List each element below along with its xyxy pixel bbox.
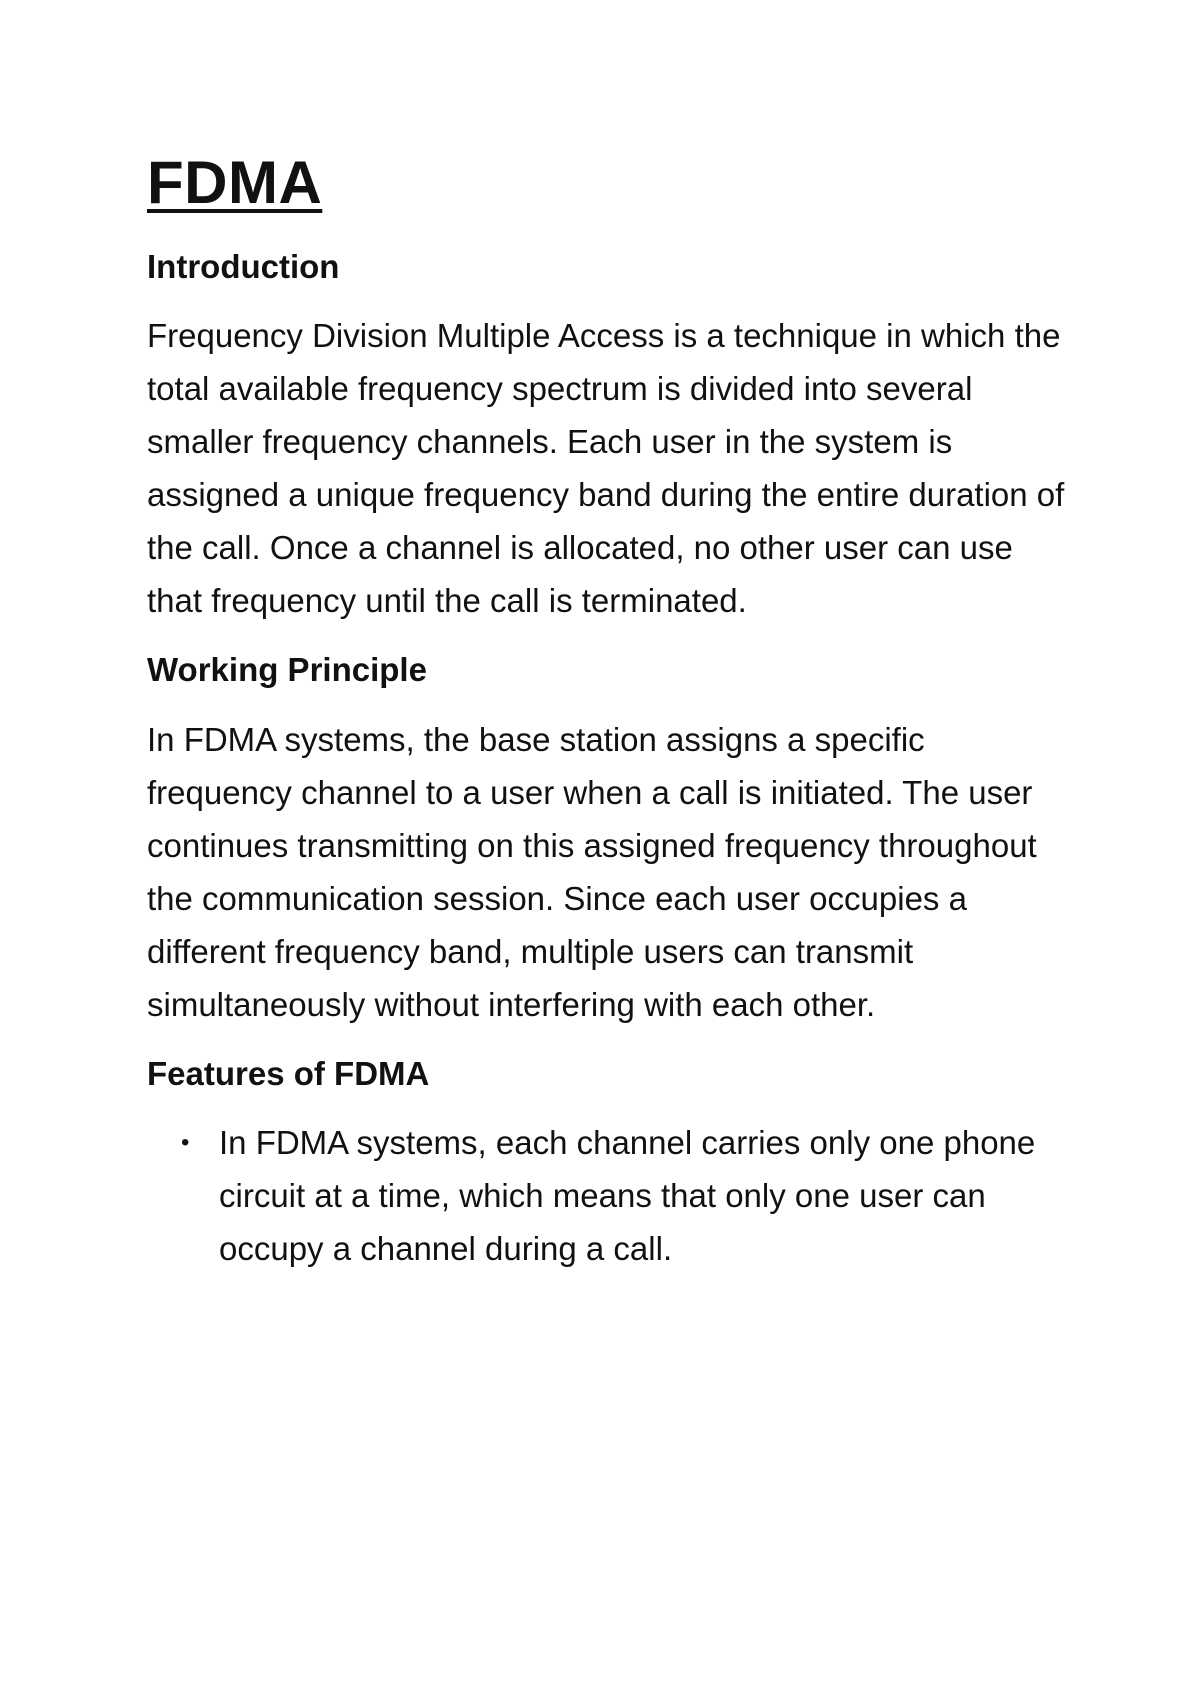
section-body-introduction: Frequency Division Multiple Access is a technique in which the total available frequency spectrum is divided into several smaller frequency channels. Each user in the system is assigned a unique frequency band during the entire duration of the call. Once a channel is allocated, no other user can use that frequency until the call is terminated. bbox=[147, 317, 1065, 620]
list-item-text: In FDMA systems, each channel carries only one phone circuit at a time, which means that only one user can occupy a channel during a call. bbox=[219, 1123, 1036, 1267]
list-item bbox=[181, 1116, 1067, 1275]
section-body-working-principle: In FDMA systems, the base station assigns a specific frequency channel to a user when a call is initiated. The user continues transmitting on this assigned frequency throughout the communication session. Since each user occupies a different frequency band, multiple users can transmit simultaneously without interfering with each other. bbox=[147, 720, 1037, 1023]
section-heading-features: Features of FDMA bbox=[147, 1054, 430, 1092]
document-content bbox=[147, 150, 1067, 1275]
section-heading-working-principle: Working Principle bbox=[147, 651, 427, 689]
document-title: FDMA bbox=[147, 149, 323, 216]
features-list bbox=[147, 1116, 1067, 1275]
section-heading-introduction: Introduction bbox=[147, 248, 340, 285]
bullet-icon: • bbox=[181, 1128, 190, 1156]
